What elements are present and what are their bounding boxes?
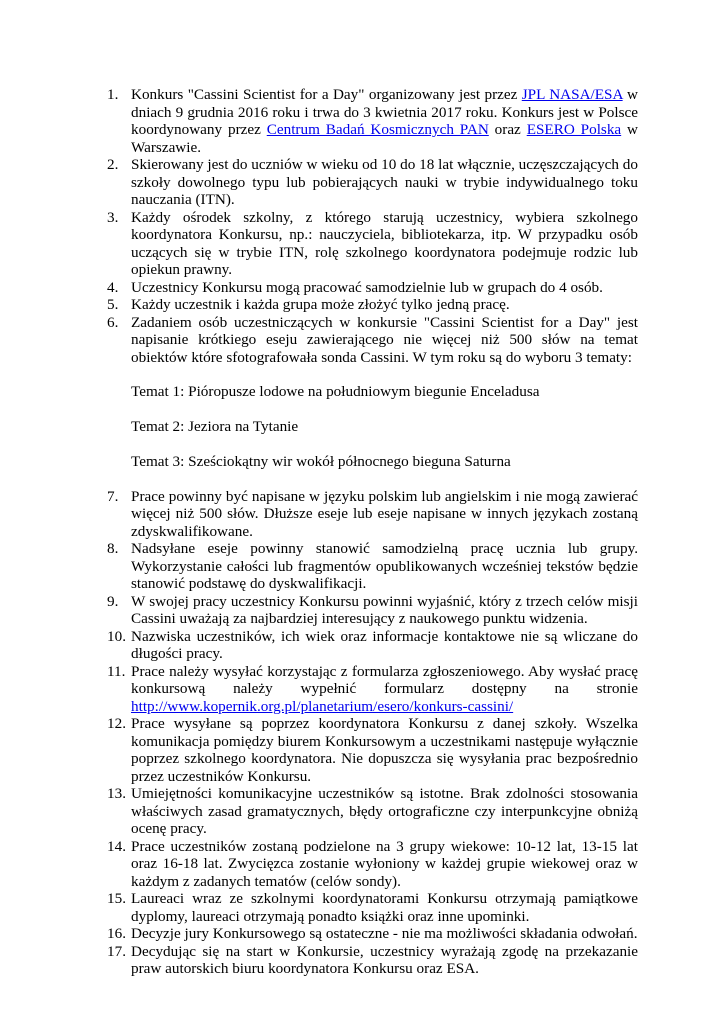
rule-item [107,890,638,925]
text-segment: w Warszawie. [131,121,639,156]
rule-text [131,86,638,156]
rule-item [107,488,638,541]
text-segment: Skierowany jest do uczniów w wieku od 10 do 18 lat włącznie, uczęszczających do szkoły dowolnego typu lub pobierających nauki w trybie indywidualnego toku nauczania (ITN). [131,156,638,208]
text-segment: Każdy ośrodek szkolny, z którego starują uczestnicy, wybiera szkolnego koordynatora Konkursu, np.: nauczyciela, bibliotekarza, itp. W przypadku osób uczących się w trybie ITN, rolę szkolnego koordynatora podejmuje rodzic lub opiekun prawny. [131,208,638,278]
rule-item [107,156,638,209]
rule-number: 2. [107,156,119,173]
rule-number: 3. [107,208,119,226]
rule-text [131,296,510,313]
rule-text [131,156,638,208]
text-segment: Prace powinny być napisane w języku polskim lub angielskim i nie mogą zawierać więcej niż 500 słów. Dłuższe eseje lub eseje napisane w innych językach zostaną zdyskwalifikowane. [131,487,638,540]
rule-text [131,540,638,592]
text-segment: Każdy uczestnik i każda grupa może złożyć tylko jedną pracę. [131,296,510,313]
rule-text [131,279,603,296]
text-segment: Prace należy wysyłać korzystając z formularza zgłoszeniowego. Aby wysłać pracę konkursową należy wypełnić formularz dostępny na stronie [131,662,638,697]
rule-number: 15. [107,890,126,907]
rule-number: 8. [107,540,119,557]
rule-item [107,314,638,471]
rule-item [107,943,638,978]
rules-list [107,86,638,978]
rule-text [131,488,638,540]
rule-text [131,593,638,628]
hyperlink[interactable]: JPL NASA/ESA [521,86,623,103]
topic-1: Temat 1: Pióropusze lodowe na południowym biegunie Enceladusa [131,383,540,400]
topic-2: Temat 2: Jeziora na Tytanie [131,418,299,435]
rule-number: 1. [107,86,119,103]
rule-item [107,209,638,279]
text-segment: Nadsyłane eseje powinny stanowić samodzielną pracę ucznia lub grupy. Wykorzystanie całości lub fragmentów opublikowanych wcześniej tekstów będzie stanowić podstawę do dyskwalifikacji. [131,540,638,592]
text-segment: Prace wysyłane są poprzez koordynatora Konkursu z danej szkoły. Wszelka komunikacja pomiędzy biurem Konkursowym a uczestnikami następuje wyłącznie poprzez szkolnego koordynatora. Nie dopuszcza się wysyłania prac bezpośrednio przez uczestników Konkursu. [131,715,638,785]
text-segment: Umiejętności komunikacyjne uczestników są istotne. Brak zdolności stosowania właściwych zasad gramatycznych, błędy ortograficzne czy interpunkcyjne obniżą ocenę pracy. [131,785,638,837]
text-segment: Uczestnicy Konkursu mogą pracować samodzielnie lub w grupach do 4 osób. [131,278,603,296]
rule-number: 17. [107,942,126,960]
rule-item [107,279,638,297]
text-segment: Decydując się na start w Konkursie, uczestnicy wyrażają zgodę na przekazanie praw autorskich biuru koordynatora Konkursu oraz ESA. [131,942,638,977]
rule-number: 13. [107,785,126,802]
rule-number: 12. [107,715,126,732]
rule-number: 16. [107,925,126,942]
rule-item [107,628,638,663]
rule-text [131,890,638,925]
rule-text [131,663,638,715]
rule-number: 5. [107,296,119,313]
rule-item [107,925,638,943]
text-segment: w dniach 9 grudnia 2016 roku i trwa do 3 kwietnia 2017 roku. Konkurs jest w Polsce koordynowany przez [131,86,639,138]
rule-text [131,314,638,366]
rule-number: 4. [107,278,119,296]
rule-item [107,86,638,156]
hyperlink[interactable]: Centrum Badań Kosmicznych PAN [266,121,489,138]
text-segment: Zadaniem osób uczestniczących w konkursie "Cassini Scientist for a Day" jest napisanie krótkiego eseju zawierającego nie więcej niż 500 słów na temat obiektów które sfotografowała sonda Cassini. W tym roku są do wyboru 3 tematy: [131,313,638,366]
rule-text [131,925,638,942]
rule-number: 6. [107,313,119,331]
hyperlink[interactable]: ESERO Polska [526,121,622,138]
rule-item [107,663,638,716]
rule-text [131,838,638,890]
topic-list [131,383,638,471]
rule-text [131,628,638,663]
rule-item [107,296,638,314]
topic-3: Temat 3: Sześciokątny wir wokół północnego bieguna Saturna [131,453,511,470]
text-segment: Nazwiska uczestników, ich wiek oraz informacje kontaktowe nie są wliczane do długości pracy. [131,627,638,662]
text-segment: W swojej pracy uczestnicy Konkursu powinni wyjaśnić, który z trzech celów misji Cassini uważają za najbardziej interesujący z naukowego punktu widzenia. [131,592,638,627]
rule-number: 10. [107,627,126,645]
rule-number: 14. [107,837,126,855]
text-segment: Prace uczestników zostaną podzielone na 3 grupy wiekowe: 10-12 lat, 13-15 lat oraz 16-18 lat. Zwycięzca zostanie wyłoniony w każdej grupie wiekowej oraz w każdym z zadanych tematów (celów sondy). [131,837,638,890]
hyperlink[interactable]: http://www.kopernik.org.pl/planetarium/esero/konkurs-cassini/ [131,697,514,715]
rule-text [131,715,638,785]
rule-text [131,943,638,978]
rule-item [107,540,638,593]
text-segment: Decyzje jury Konkursowego są ostateczne - nie ma możliwości składania odwołań. [131,925,638,942]
rule-number: 9. [107,592,119,610]
rule-item [107,838,638,891]
rule-item [107,785,638,838]
text-segment: Laureaci wraz ze szkolnymi koordynatorami Konkursu otrzymają pamiątkowe dyplomy, laureaci otrzymają ponadto książki oraz inne upominki. [131,890,638,925]
rule-item [107,593,638,628]
rule-text [131,209,638,279]
rule-number: 11. [107,662,126,680]
rule-text [131,785,638,837]
rule-number: 7. [107,487,119,505]
rule-item [107,715,638,785]
text-segment: Konkurs "Cassini Scientist for a Day" organizowany jest przez [131,86,522,103]
text-segment: oraz [488,121,527,138]
